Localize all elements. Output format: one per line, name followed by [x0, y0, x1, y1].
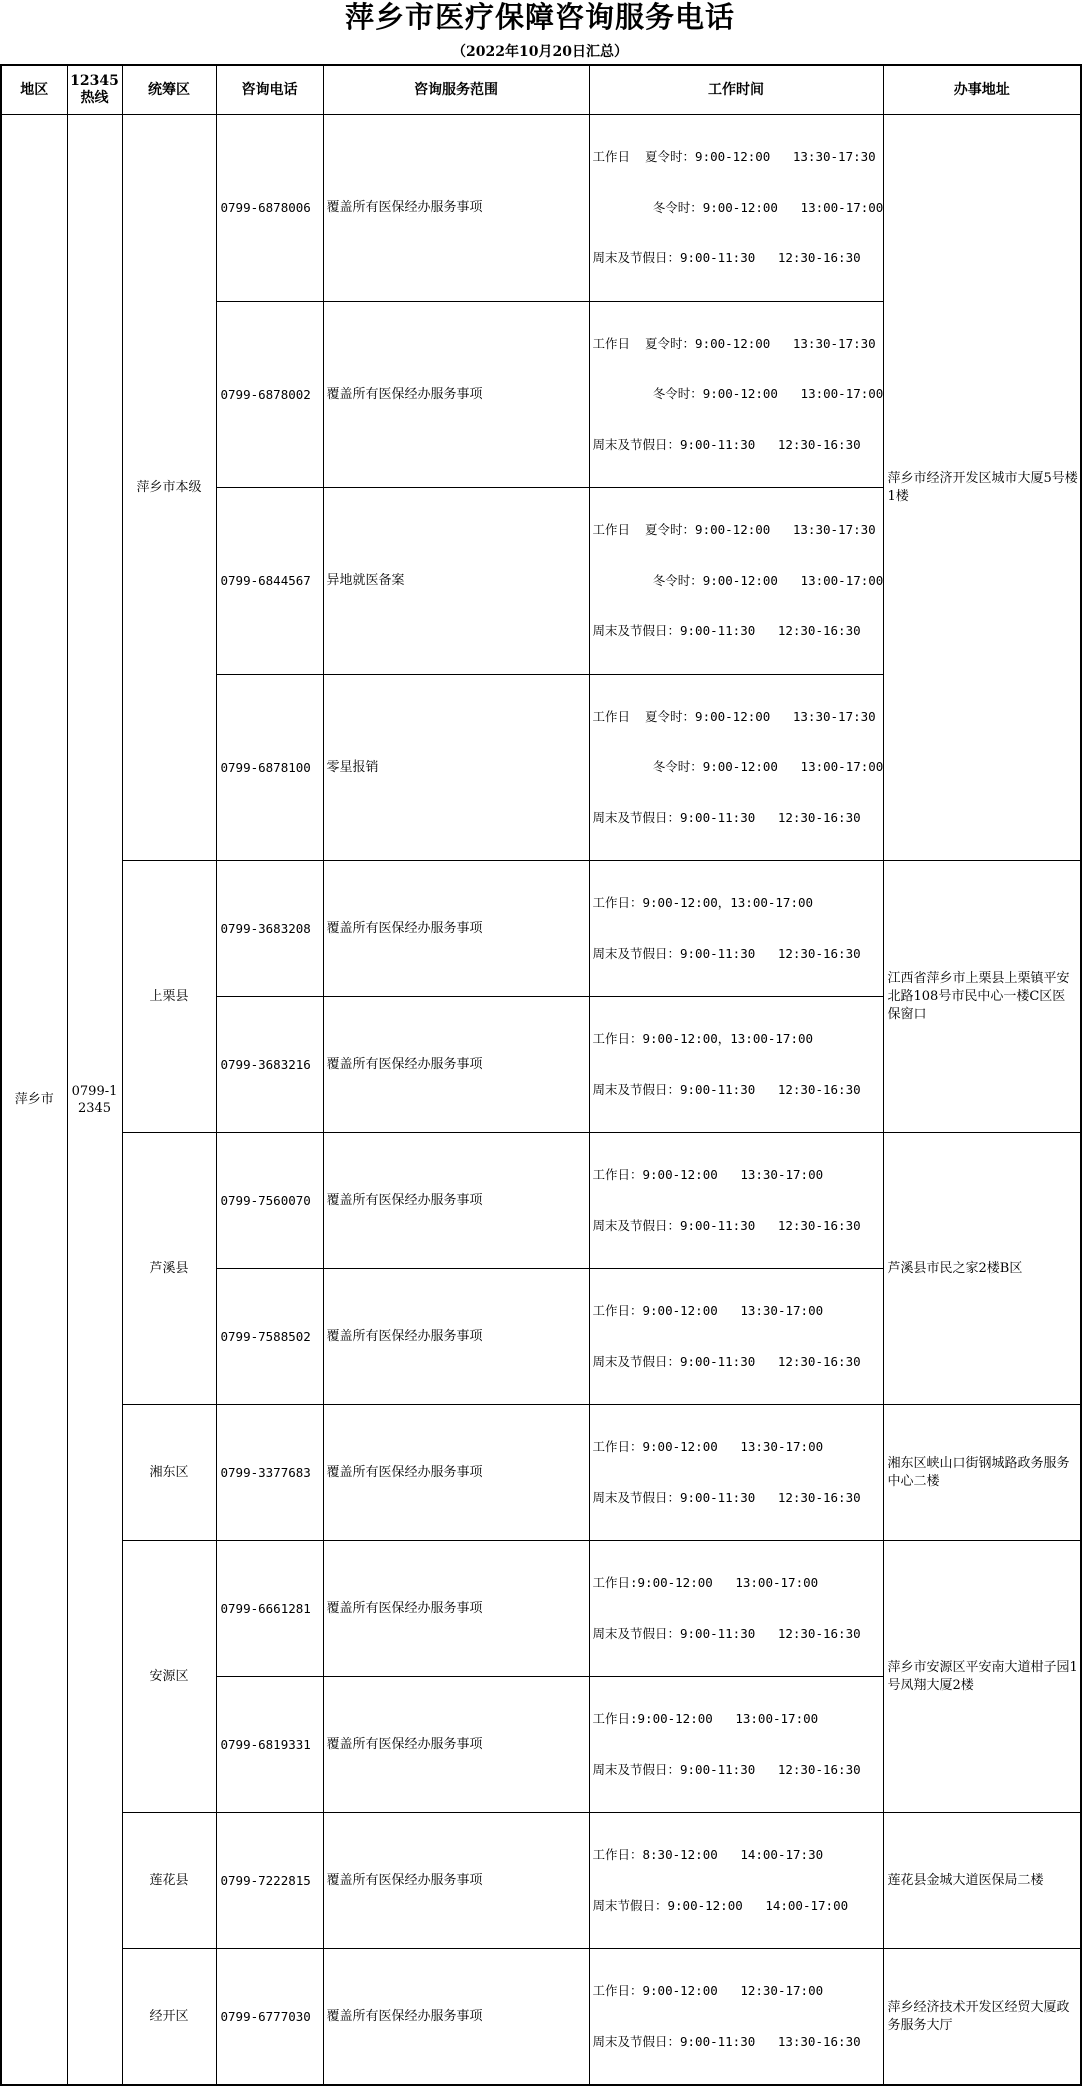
table-row — [1, 1813, 1081, 1949]
scope-cell: 覆盖所有医保经办服务事项 — [323, 1269, 589, 1405]
hours-cell — [589, 674, 883, 861]
scope-cell: 覆盖所有医保经办服务事项 — [323, 301, 589, 488]
header-hours: 工作时间 — [589, 65, 883, 115]
scope-cell: 覆盖所有医保经办服务事项 — [323, 1541, 589, 1677]
table-row — [1, 115, 1081, 302]
address-cell: 萍乡市经济开发区城市大厦5号楼1楼 — [883, 115, 1081, 861]
table-row — [1, 1949, 1081, 2086]
phone-cell: 0799-6777030 — [216, 1949, 323, 2086]
scope-cell: 覆盖所有医保经办服务事项 — [323, 1949, 589, 2086]
hotline-number: 0799-12345 — [71, 1083, 118, 1116]
hours-line: 工作日 夏令时：9:00-12:00 13:30-17:30 — [592, 522, 876, 537]
hours-cell — [589, 997, 883, 1133]
scope-cell: 异地就医备案 — [323, 488, 589, 675]
phone-cell: 0799-6661281 — [216, 1541, 323, 1677]
header-district: 统筹区 — [122, 65, 216, 115]
hours-line: 工作日 夏令时：9:00-12:00 13:30-17:30 — [592, 708, 876, 724]
table-row — [1, 1405, 1081, 1541]
phone-cell: 0799-6878100 — [216, 674, 323, 861]
hours-line: 周末及节假日：9:00-11:30 12:30-16:30 — [592, 1489, 861, 1505]
phone-cell: 0799-6819331 — [216, 1677, 323, 1813]
header-row — [1, 65, 1081, 115]
hours-cell — [589, 1133, 883, 1269]
region-cell: 萍乡市 — [1, 115, 67, 2086]
phone-cell: 0799-3683208 — [216, 861, 323, 997]
hours-line: 周末节假日：9:00-12:00 14:00-17:00 — [592, 1897, 849, 1913]
district-cell: 上栗县 — [122, 861, 216, 1133]
header-phone: 咨询电话 — [216, 65, 323, 115]
address-cell: 湘东区峡山口街钢城路政务服务中心二楼 — [883, 1405, 1081, 1541]
scope-cell: 覆盖所有医保经办服务事项 — [323, 1813, 589, 1949]
hours-line: 工作日：9:00-12:00，13:00-17:00 — [592, 895, 814, 910]
hours-line: 工作日：9:00-12:00 13:30-17:00 — [592, 1303, 824, 1318]
phone-cell: 0799-7222815 — [216, 1813, 323, 1949]
hours-line: 周末及节假日：9:00-11:30 12:30-16:30 — [592, 1761, 861, 1777]
hours-line: 工作日：9:00-12:00 13:30-17:00 — [592, 1167, 824, 1182]
hours-line: 周末及节假日：9:00-11:30 12:30-16:30 — [592, 250, 861, 265]
phone-cell: 0799-3377683 — [216, 1405, 323, 1541]
hours-line: 周末及节假日：9:00-11:30 12:30-16:30 — [592, 436, 861, 452]
hours-line: 周末及节假日：9:00-11:30 12:30-16:30 — [592, 945, 861, 961]
hours-line: 工作日：9:00-12:00 12:30-17:00 — [592, 1983, 824, 1998]
hours-line: 周末及节假日：9:00-11:30 12:30-16:30 — [592, 1217, 861, 1233]
hours-line: 工作日:9:00-12:00 13:00-17:00 — [592, 1711, 819, 1726]
phone-cell: 0799-3683216 — [216, 997, 323, 1133]
hours-cell — [589, 1949, 883, 2086]
phone-cell: 0799-7588502 — [216, 1269, 323, 1405]
scope-cell: 零星报销 — [323, 674, 589, 861]
hours-line: 工作日：9:00-12:00 13:30-17:00 — [592, 1439, 824, 1454]
hotline-cell — [67, 115, 122, 2086]
hours-line: 工作日：9:00-12:00，13:00-17:00 — [592, 1031, 814, 1046]
hours-line: 冬令时：9:00-12:00 13:00-17:00 — [592, 572, 884, 588]
scope-cell: 覆盖所有医保经办服务事项 — [323, 1405, 589, 1541]
hours-line: 周末及节假日：9:00-11:30 12:30-16:30 — [592, 1081, 861, 1097]
address-cell: 萍乡经济技术开发区经贸大厦政务服务大厅 — [883, 1949, 1081, 2086]
hours-line: 周末及节假日：9:00-11:30 12:30-16:30 — [592, 623, 861, 638]
district-cell: 莲花县 — [122, 1813, 216, 1949]
hours-cell — [589, 1677, 883, 1813]
hours-line: 周末及节假日：9:00-11:30 12:30-16:30 — [592, 1353, 861, 1369]
header-hotline: 12345热线 — [67, 65, 122, 115]
table-row — [1, 861, 1081, 997]
address-cell: 江西省萍乡市上栗县上栗镇平安北路108号市民中心一楼C区医保窗口 — [883, 861, 1081, 1133]
page-subtitle: （2022年10月20日汇总） — [452, 44, 628, 60]
hours-cell — [589, 1269, 883, 1405]
phone-cell: 0799-6878006 — [216, 115, 323, 302]
district-cell: 湘东区 — [122, 1405, 216, 1541]
hours-line: 工作日 夏令时：9:00-12:00 13:30-17:30 — [592, 149, 876, 164]
hours-cell — [589, 1813, 883, 1949]
table-row — [1, 1541, 1081, 1677]
hotline-table — [0, 64, 1082, 2086]
hours-line: 冬令时：9:00-12:00 13:00-17:00 — [592, 199, 884, 215]
hours-line: 周末及节假日：9:00-11:30 13:30-16:30 — [592, 2033, 861, 2049]
header-address: 办事地址 — [883, 65, 1081, 115]
page-title: 萍乡市医疗保障咨询服务电话 — [344, 0, 735, 34]
hours-cell — [589, 488, 883, 675]
address-cell: 萍乡市安源区平安南大道柑子园1号凤翔大厦2楼 — [883, 1541, 1081, 1813]
header-scope: 咨询服务范围 — [323, 65, 589, 115]
hours-line: 工作日:9:00-12:00 13:00-17:00 — [592, 1575, 819, 1590]
address-cell: 芦溪县市民之家2楼B区 — [883, 1133, 1081, 1405]
hours-cell — [589, 861, 883, 997]
address-cell: 莲花县金城大道医保局二楼 — [883, 1813, 1081, 1949]
district-cell: 萍乡市本级 — [122, 115, 216, 861]
hours-cell — [589, 1541, 883, 1677]
phone-cell: 0799-6844567 — [216, 488, 323, 675]
district-cell: 芦溪县 — [122, 1133, 216, 1405]
header-region: 地区 — [1, 65, 67, 115]
hours-line: 周末及节假日：9:00-11:30 12:30-16:30 — [592, 1625, 861, 1641]
hours-cell — [589, 301, 883, 488]
scope-cell: 覆盖所有医保经办服务事项 — [323, 115, 589, 302]
district-cell: 安源区 — [122, 1541, 216, 1813]
hours-line: 冬令时：9:00-12:00 13:00-17:00 — [592, 386, 884, 401]
table-row — [1, 1133, 1081, 1269]
hours-line: 周末及节假日：9:00-11:30 12:30-16:30 — [592, 809, 861, 825]
hours-cell — [589, 115, 883, 302]
hours-cell — [589, 1405, 883, 1541]
scope-cell: 覆盖所有医保经办服务事项 — [323, 997, 589, 1133]
phone-cell: 0799-7560070 — [216, 1133, 323, 1269]
scope-cell: 覆盖所有医保经办服务事项 — [323, 1677, 589, 1813]
district-cell: 经开区 — [122, 1949, 216, 2086]
scope-cell: 覆盖所有医保经办服务事项 — [323, 861, 589, 997]
hours-line: 冬令时：9:00-12:00 13:00-17:00 — [592, 759, 884, 774]
hours-line: 工作日 夏令时：9:00-12:00 13:30-17:30 — [592, 335, 876, 351]
phone-cell: 0799-6878002 — [216, 301, 323, 488]
hours-line: 工作日：8:30-12:00 14:00-17:30 — [592, 1847, 824, 1862]
scope-cell: 覆盖所有医保经办服务事项 — [323, 1133, 589, 1269]
